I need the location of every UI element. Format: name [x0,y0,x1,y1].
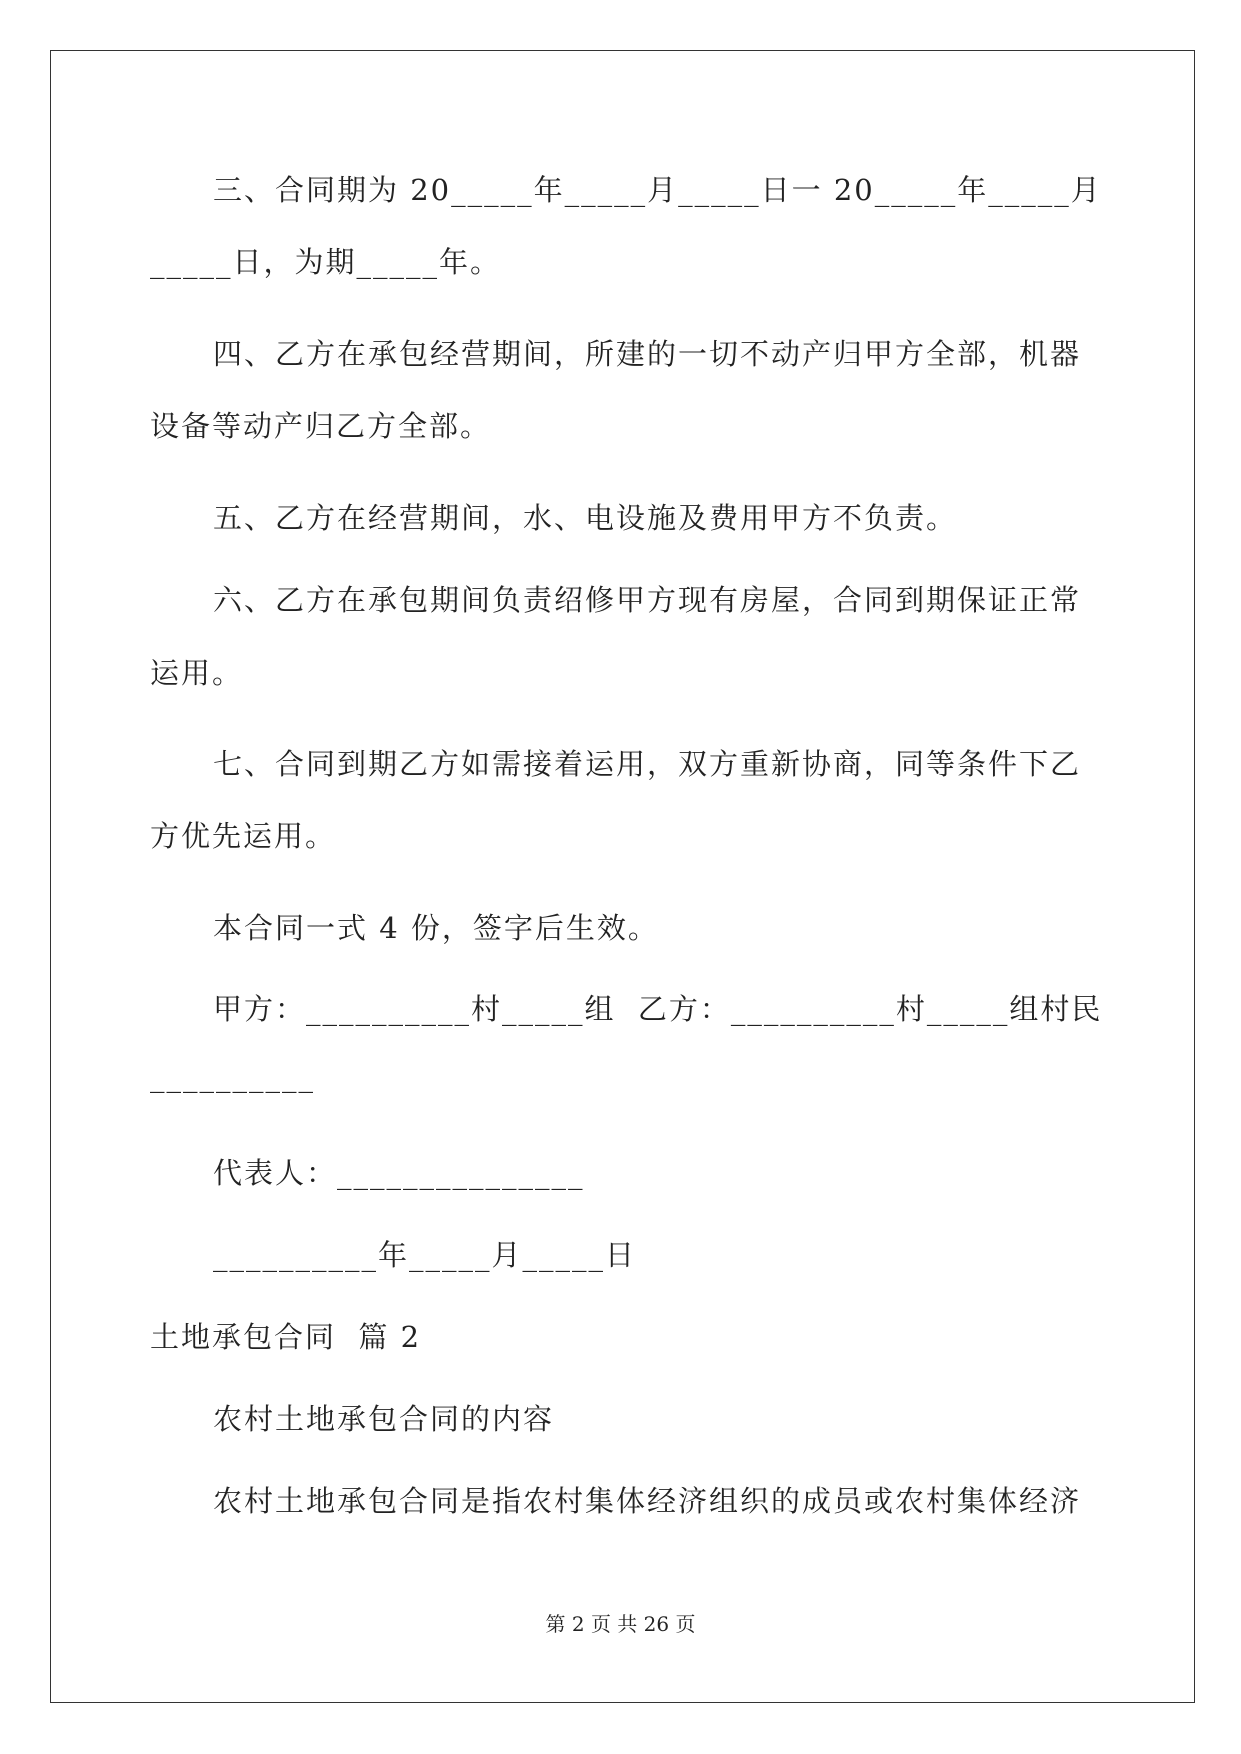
body-paragraph-line: 农村土地承包合同是指农村集体经济组织的成员或农村集体经济 [213,1484,1082,1518]
clause-3-line-2: _____日，为期_____年。 [150,245,502,279]
clause-4-line-1: 四、乙方在承包经营期间，所建的一切不动产归甲方全部，机器 [213,337,1082,371]
copies-statement: 本合同一式 4 份，签字后生效。 [213,911,659,945]
parties-line-continuation: __________ [150,1059,315,1093]
clause-3-line-1: 三、合同期为 20_____年_____月_____日一 20_____年_____月 [213,173,1102,207]
clause-6-line-1: 六、乙方在承包期间负责绍修甲方现有房屋，合同到期保证正常 [213,583,1082,617]
subsection-heading: 农村土地承包合同的内容 [213,1402,555,1436]
section-title: 土地承包合同 篇 2 [150,1320,422,1354]
clause-7-line-1: 七、合同到期乙方如需接着运用，双方重新协商，同等条件下乙 [213,747,1082,781]
page-frame [50,50,1195,1703]
parties-line: 甲方：__________村_____组 乙方：__________村_____组村民 [213,992,1103,1026]
page-number-footer: 第 2 页 共 26 页 [545,1612,696,1636]
clause-6-line-2: 运用。 [150,656,244,690]
clause-4-line-2: 设备等动产归乙方全部。 [150,409,492,443]
clause-7-line-2: 方优先运用。 [150,819,337,853]
date-line: __________年_____月_____日 [213,1238,637,1272]
representative-line: 代表人：_______________ [213,1156,585,1190]
clause-5-line-1: 五、乙方在经营期间，水、电设施及费用甲方不负责。 [213,501,958,535]
